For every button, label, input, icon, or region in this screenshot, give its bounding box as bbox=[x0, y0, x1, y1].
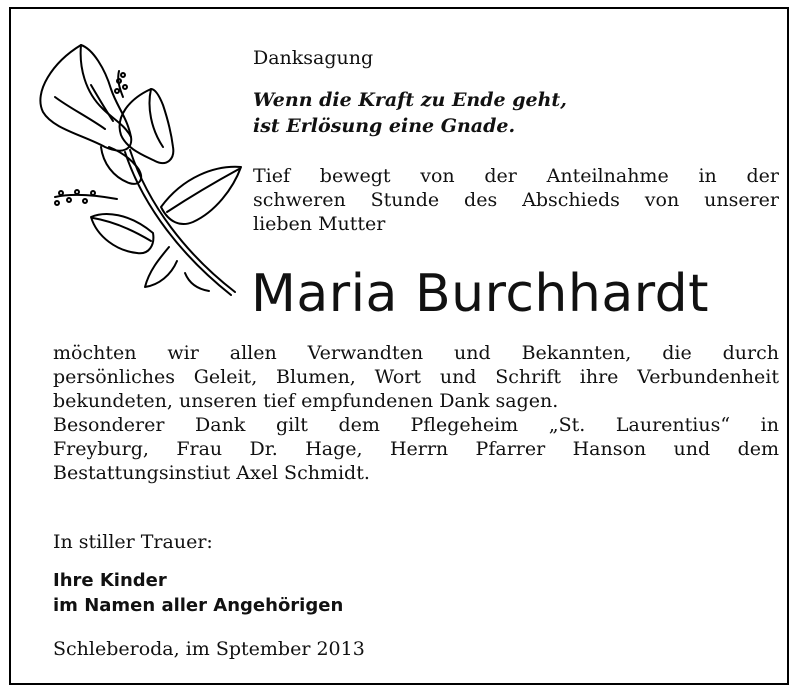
intro-paragraph bbox=[253, 164, 779, 236]
body-line: Freyburg, Frau Dr. Hage, Herrn Pfarrer Hanson und dem bbox=[53, 438, 779, 460]
deceased-name: Maria Burchhardt bbox=[251, 264, 710, 324]
signers bbox=[53, 568, 343, 618]
intro-line: lieben Mutter bbox=[253, 213, 386, 235]
mourning-label: In stiller Trauer: bbox=[53, 531, 213, 553]
intro-line: schweren Stunde des Abschieds von unserer bbox=[253, 189, 779, 211]
place-date: Schleberoda, im Sptember 2013 bbox=[53, 638, 365, 660]
notice-heading: Danksagung bbox=[253, 47, 374, 69]
signer-line: im Namen aller Angehörigen bbox=[53, 595, 344, 616]
intro-line: Tief bewegt von der Anteilnahme in der bbox=[253, 165, 779, 187]
body-line: möchten wir allen Verwandten und Bekannten, die durch bbox=[53, 342, 779, 364]
body-line: persönliches Geleit, Blumen, Wort und Schrift ihre Verbundenheit bbox=[53, 366, 779, 388]
body-line: bekundeten, unseren tief empfundenen Dank sagen. bbox=[53, 390, 559, 412]
motto-line: Wenn die Kraft zu Ende geht, bbox=[253, 89, 567, 111]
obituary-notice bbox=[9, 7, 789, 685]
notice-motto bbox=[253, 87, 567, 139]
body-line: Bestattungsinstiut Axel Schmidt. bbox=[53, 462, 370, 484]
calla-lily-icon bbox=[33, 37, 253, 299]
signer-line: Ihre Kinder bbox=[53, 570, 167, 591]
motto-line: ist Erlösung eine Gnade. bbox=[253, 115, 516, 137]
thanks-paragraph bbox=[53, 341, 779, 485]
body-line: Besonderer Dank gilt dem Pflegeheim „St. Laurentius“ in bbox=[53, 414, 779, 436]
